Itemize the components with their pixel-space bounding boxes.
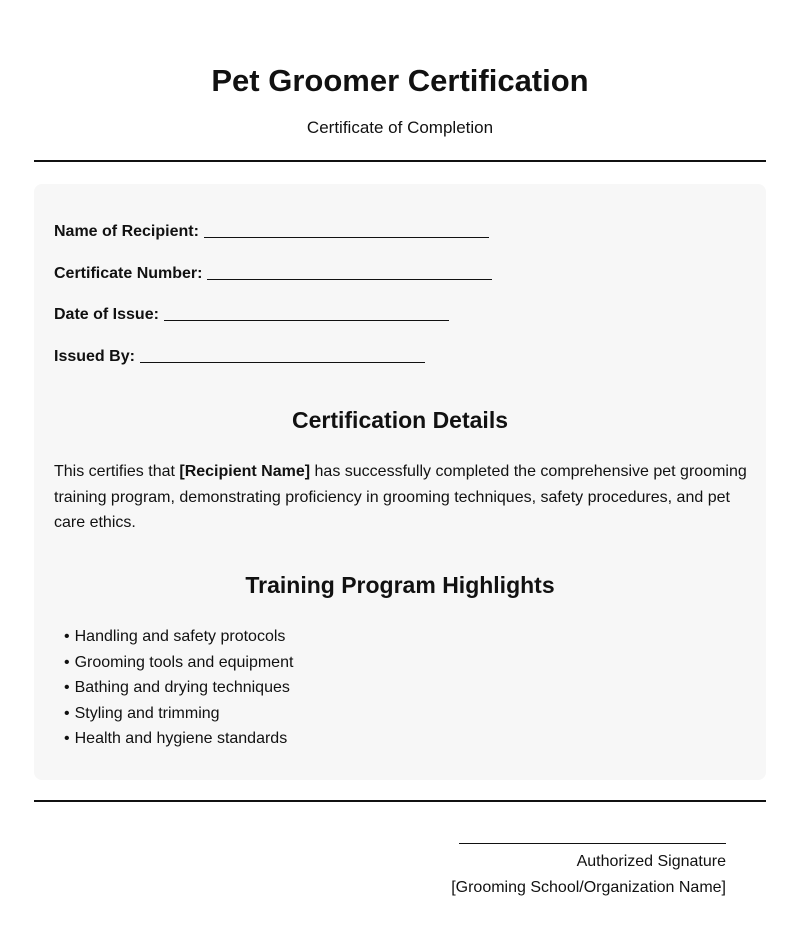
list-item: • Grooming tools and equipment (64, 650, 293, 676)
certificate-panel (34, 184, 766, 780)
details-text-before: This certifies that (54, 463, 180, 480)
bottom-divider (34, 800, 766, 802)
field-row-recipient-name (54, 222, 489, 242)
organization-name: [Grooming School/Organization Name] (451, 879, 726, 896)
training-highlights-list (64, 624, 293, 752)
list-item: • Bathing and drying techniques (64, 675, 293, 701)
signature-line (459, 843, 726, 844)
field-label-date-of-issue: Date of Issue: (54, 306, 159, 323)
date-of-issue-blank-line (164, 320, 449, 321)
list-item: • Health and hygiene standards (64, 726, 293, 752)
training-highlights-heading: Training Program Highlights (245, 572, 555, 598)
recipient-name-blank-line (204, 237, 489, 238)
certification-details-text (54, 459, 750, 536)
field-label-certificate-number: Certificate Number: (54, 265, 203, 282)
list-item: • Handling and safety protocols (64, 624, 293, 650)
details-text-after: has successfully completed the comprehensive pet grooming training program, demonstrating proficiency in grooming techniques, safety procedures, and pet care ethics. (54, 463, 747, 531)
certification-details-heading: Certification Details (292, 407, 508, 433)
field-label-issued-by: Issued By: (54, 348, 135, 365)
certificate-number-blank-line (207, 279, 492, 280)
top-divider (34, 160, 766, 162)
field-label-recipient-name: Name of Recipient: (54, 223, 199, 240)
signature-label: Authorized Signature (576, 853, 726, 870)
list-item: • Styling and trimming (64, 701, 293, 727)
recipient-name-placeholder: [Recipient Name] (179, 463, 311, 480)
issued-by-blank-line (140, 362, 425, 363)
page-subtitle: Certificate of Completion (306, 118, 494, 137)
field-row-issued-by (54, 347, 425, 367)
field-row-certificate-number (54, 264, 492, 284)
page-title: Pet Groomer Certification (211, 63, 589, 98)
field-row-date-of-issue (54, 305, 449, 325)
